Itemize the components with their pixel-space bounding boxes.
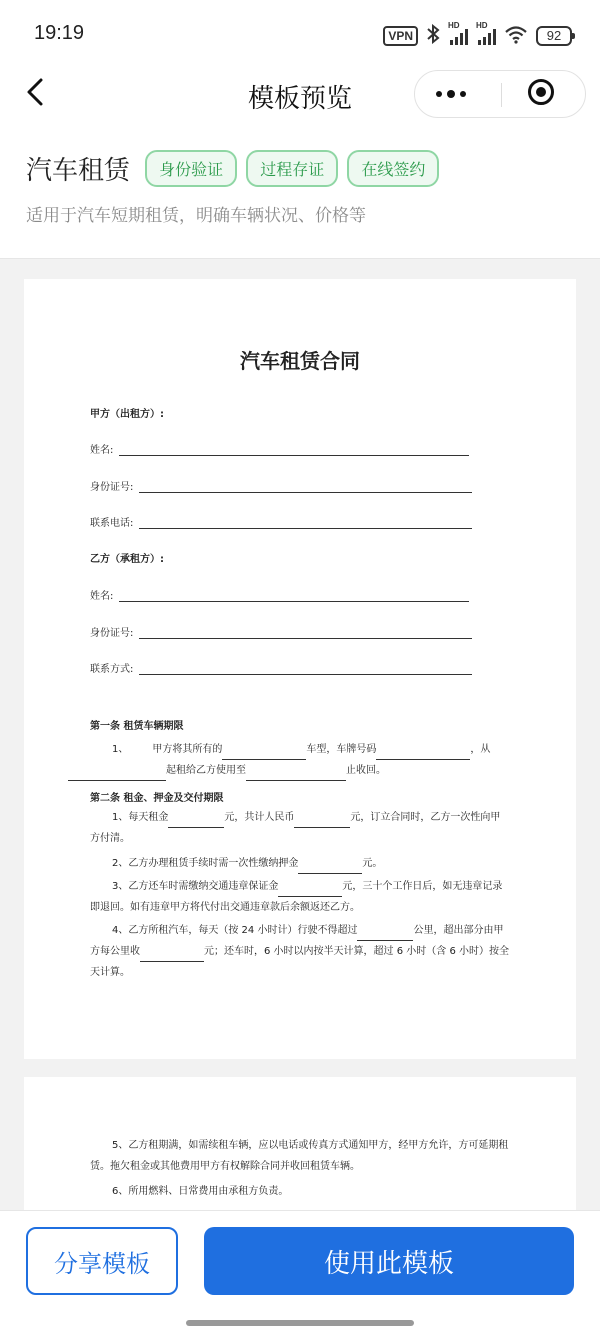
article-2-clause-3: 3、乙方还车时需缴纳交通违章保证金 元，三十个工作日后，如无违章记录即退回。如有违章甲方将代付出交通违章款后余额返还乙方。	[90, 881, 503, 913]
bottom-action-bar	[0, 1210, 600, 1308]
party-a-heading: 甲方（出租方）:	[90, 409, 164, 420]
signal-icon: HD	[476, 27, 496, 45]
document-title: 汽车租赁合同	[240, 349, 360, 373]
tag-online-signing: 在线签约	[347, 150, 439, 187]
battery-icon: 92	[536, 26, 572, 46]
article-2-clause-1: 1、每天租金 元，共计人民币 元，订立合同时，乙方一次性向甲方付清。	[90, 812, 501, 844]
use-template-button[interactable]: 使用此模板	[204, 1227, 574, 1295]
capsule-divider	[501, 83, 502, 107]
signal-icon: HD	[448, 27, 468, 45]
title-row	[26, 150, 580, 187]
party-a-id-field: 身份证号:	[90, 478, 472, 493]
party-b-name-field: 姓名:	[90, 587, 469, 602]
party-b-id-field: 身份证号:	[90, 624, 472, 639]
share-template-button[interactable]: 分享模板	[26, 1227, 178, 1295]
wifi-icon	[504, 24, 528, 49]
party-a-phone-field: 联系电话:	[90, 514, 472, 529]
status-bar	[0, 0, 600, 70]
template-title: 汽车租赁	[26, 156, 131, 186]
article-1-heading: 第一条 租赁车辆期限	[90, 721, 184, 732]
nav-bar	[0, 70, 600, 120]
document-page	[24, 1077, 576, 1210]
article-2-clause-5: 5、乙方租期满，如需续租车辆，应以电话或传真方式通知甲方，经甲方允许，方可延期租赁。拖欠租金或其他费用甲方有权解除合同并收回租赁车辆。	[90, 1140, 509, 1172]
target-circle-icon	[527, 78, 555, 110]
article-2-clause-6: 6、所用燃料、日常费用由承租方负责。	[112, 1186, 289, 1197]
home-indicator[interactable]	[186, 1320, 414, 1326]
tag-identity-verification: 身份验证	[145, 150, 237, 187]
article-1-clause-1: 1、 甲方将其所有的 车型，车牌号码 ，从起租给乙方使用至 止收回。	[90, 739, 510, 781]
party-a-name-field: 姓名:	[90, 441, 469, 456]
more-dots-icon	[436, 91, 442, 97]
close-button[interactable]	[505, 71, 577, 117]
article-2-clause-4: 4、乙方所租汽车，每天（按 24 小时计）行驶不得超过 公里，超出部分由甲方每公里收 元；还车时，6 小时以内按半天计算，超过 6 小时（含 6 小时）按全天计算。	[90, 925, 509, 978]
bluetooth-icon	[426, 24, 440, 49]
article-2-heading: 第二条 租金、押金及交付期限	[90, 793, 224, 804]
status-time: 19:19	[34, 22, 85, 44]
article-2-clause-2: 2、乙方办理租赁手续时需一次性缴纳押金 元。	[90, 853, 510, 874]
party-b-heading: 乙方（承租方）:	[90, 554, 164, 565]
vpn-icon: VPN	[383, 26, 418, 46]
page-title: 模板预览	[247, 84, 352, 114]
more-button[interactable]	[415, 71, 487, 117]
party-b-contact-field: 联系方式:	[90, 660, 472, 675]
tag-process-evidence: 过程存证	[246, 150, 338, 187]
status-icons	[383, 22, 572, 50]
document-page	[24, 279, 576, 1059]
template-description: 适用于汽车短期租赁，明确车辆状况、价格等	[26, 206, 366, 226]
document-preview[interactable]	[0, 258, 600, 1210]
mini-program-capsule	[414, 70, 586, 118]
template-header	[26, 150, 580, 226]
